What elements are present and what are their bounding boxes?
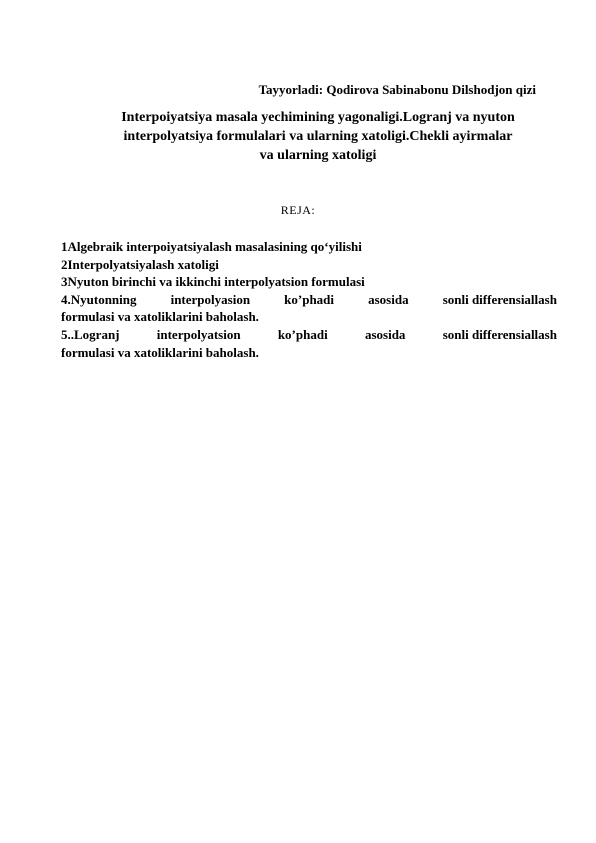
- plan-item-4-word: asosida: [368, 291, 409, 307]
- plan-item-4-continuation: formulasi va xatoliklarini baholash.: [61, 309, 259, 325]
- title-line-1: Interpoiyatsiya masala yechimining yagonaligi.Logranj va nyuton: [121, 110, 515, 125]
- plan-item-4-word: ko’phadi: [284, 291, 335, 307]
- plan-item-5-continuation: formulasi va xatoliklarini baholash.: [61, 344, 259, 360]
- plan-list: [61, 238, 557, 361]
- plan-item-5-word: 5..Logranj: [61, 326, 120, 342]
- plan-heading: REJA:: [280, 203, 316, 217]
- title-line-2: interpolyatsiya formulalari va ularning xatoligi.Chekli ayirmalar: [123, 129, 513, 144]
- plan-item-1: 1Algebraik interpoiyatsiyalash masalasining qo‘yilishi: [61, 239, 362, 254]
- author-line: Tayyorladi: Qodirova Sabinabonu Dilshodjon qizi: [258, 82, 536, 97]
- plan-item-4-word: 4.Nyutonning: [61, 291, 137, 307]
- plan-item-4-word: sonli differensiallash: [442, 291, 557, 307]
- plan-item-5: [61, 326, 557, 344]
- title-line-3: va ularning xatoligi: [259, 148, 377, 163]
- plan-item-2: 2Interpolyatsiyalash xatoligi: [61, 256, 219, 272]
- plan-item-5-word: interpolyatsion: [156, 326, 241, 342]
- plan-item-4: [61, 291, 557, 309]
- plan-item-5-word: asosida: [364, 326, 406, 342]
- document-title: [90, 108, 546, 165]
- plan-item-5-word: ko’phadi: [277, 326, 328, 342]
- plan-item-4-word: interpolyasion: [170, 291, 251, 307]
- plan-item-5-word: sonli differensiallash: [442, 326, 557, 342]
- plan-item-3: 3Nyuton birinchi va ikkinchi interpolyatsion formulasi: [61, 274, 365, 290]
